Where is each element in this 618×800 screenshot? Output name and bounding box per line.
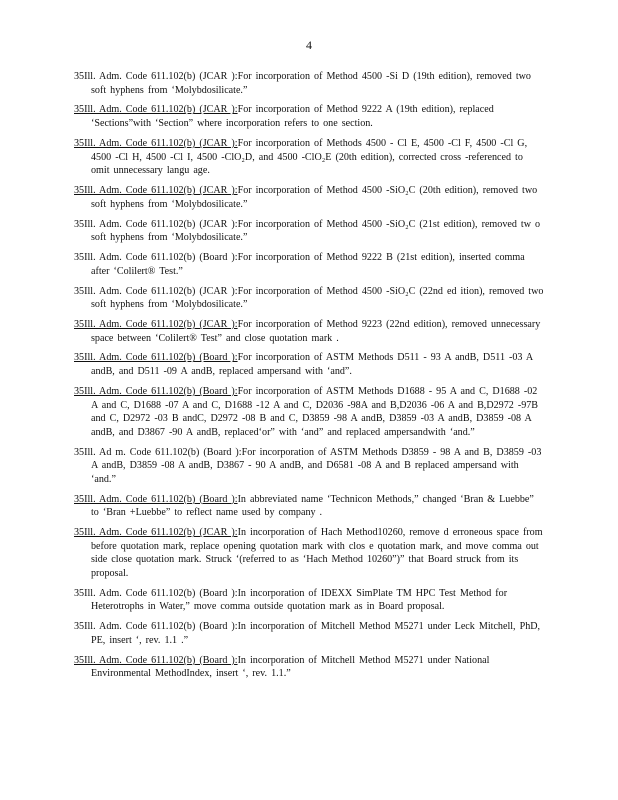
citation: 35Ill. Adm. Code 611.102(b) (JCAR ): [74, 527, 238, 539]
entry-text: In incorporation of Mitchell Method M5271 under National Environmental MethodIndex, insert ‘, rev. 1.1.” [91, 654, 490, 680]
citation: 35Ill. Adm. Code 611.102(b) (JCAR ): [74, 71, 238, 82]
citation: 35Ill. Adm. Code 611.102(b) (Board ): [74, 587, 238, 599]
citation: 35Ill. Adm. Code 611.102(b) (Board ): [74, 621, 238, 633]
citation: 35Ill. Adm. Code 611.102(b) (JCAR ): [74, 218, 238, 230]
entry-text: For incorporation of Method 4500 -Si D (19th edition), removed two soft hyphens from ‘Molybdosilicate.” [91, 71, 531, 96]
errata-entry [74, 526, 544, 580]
citation: 35Ill. Adm. Code 611.102(b) (Board ): [74, 352, 238, 364]
citation: 35Ill. Adm. Code 611.102(b) (Board ): [74, 385, 238, 397]
entry-text: For incorporation of Method 4500 -SiO₂C (22nd ed ition), removed two soft hyphens from ‘Molybdosilicate.” [91, 285, 544, 311]
citation: 35Ill. Adm. Code 611.102(b) (JCAR ): [74, 137, 238, 149]
citation: 35Ill. Ad m. Code 611.102(b) (Board ): [74, 446, 242, 458]
citation: 35Ill. Adm. Code 611.102(b) (JCAR ): [74, 104, 238, 116]
citation: 35Ill. Adm. Code 611.102(b) (JCAR ): [74, 318, 238, 330]
citation: 35Ill. Adm. Code 611.102(b) (Board ): [74, 252, 238, 264]
entry-text: For incorporation of Methods 4500 - Cl E, 4500 -Cl F, 4500 -Cl G, 4500 -Cl H, 4500 -Cl I, 4500 -ClO₂D, and 4500 -ClO₂E (20th edition), corrected cross -referenced to omit unnecessary langu age. [91, 137, 528, 177]
page-number: 4 [306, 38, 312, 52]
errata-entry [74, 446, 544, 487]
errata-entry [74, 620, 544, 647]
errata-entry [74, 493, 544, 520]
citation: 35Ill. Adm. Code 611.102(b) (Board ): [74, 654, 238, 666]
entry-text: In incorporation of Hach Method10260, remove d erroneous space from before quotation mark, replace opening quotation mark with clos e quotation mark, and move comma out side close quotation mark. Struck ‘(referred to as ‘Hach Method 10260”)” that Board struck from its proposal. [91, 527, 543, 579]
entry-text: For incorporation of ASTM Methods D511 - 93 A andB, D511 -03 A andB, and D511 -09 A andB, replaced ampersand with ‘and”. [91, 352, 533, 378]
errata-entry [74, 385, 544, 439]
entry-text: For incorporation of Method 4500 -SiO₂C (20th edition), removed two soft hyphens from ‘Molybdosilicate.” [91, 185, 538, 210]
errata-entry [74, 103, 544, 130]
citation: 35Ill. Adm. Code 611.102(b) (Board ): [74, 493, 238, 505]
errata-entry [74, 654, 544, 681]
errata-entry [74, 218, 544, 245]
citation: 35Ill. Adm. Code 611.102(b) (JCAR ): [74, 285, 238, 297]
errata-entry [74, 318, 544, 345]
entry-text: For incorporation of Method 9223 (22nd edition), removed unnecessary space between ‘Colilert® Test” and close quotation mark . [91, 318, 541, 344]
entry-text: For incorporation of Method 4500 -SiO₂C (21st edition), removed tw o soft hyphens from ‘Molybdosilicate.” [91, 218, 541, 244]
entry-text: For incorporation of ASTM Methods D1688 - 95 A and C, D1688 -02 A and C, D1688 -07 A and C, D1688 -12 A and C, D2036 -98A and B,D2036 -06 A and B,D2972 -97B and C, D2972 -03 B andC, D2972 -08 B and C, D3859 -98 A andB, D3859 -03 A andB, D3859 -08 A andB, and D3867 -90 A andB, replaced‘or” with ‘and” and replaced ampersandwith ‘and.” [91, 385, 539, 438]
entry-text: For incorporation of Method 9222 A (19th edition), replaced ‘Sections”with ‘Section” where incorporation refers to one section. [91, 104, 494, 130]
errata-entry [74, 351, 544, 378]
entry-text: In abbreviated name ‘Technicon Methods,” changed ‘Bran & Luebbe” to ‘Bran +Luebbe” to reflect name used by company . [91, 493, 534, 519]
entry-text: For incorporation of ASTM Methods D3859 - 98 A and B, D3859 -03 A andB, D3859 -08 A andB, D3867 - 90 A andB, and D6581 -08 A and B replaced ampersand with ‘and.” [91, 446, 542, 485]
errata-entry [74, 184, 544, 211]
entry-text: In incorporation of Mitchell Method M5271 under Leck Mitchell, PhD, PE, insert ‘, rev. 1.1 .” [91, 621, 541, 646]
errata-list [74, 70, 544, 687]
citation: 35Ill. Adm. Code 611.102(b) (JCAR ): [74, 185, 238, 197]
entry-text: For incorporation of Method 9222 B (21st edition), inserted comma after ‘Colilert® Test.” [91, 252, 525, 277]
entry-text: In incorporation of IDEXX SimPlate TM HPC Test Method for Heterotrophs in Water,” move comma outside quotation mark as in Board proposal. [91, 587, 508, 613]
errata-entry [74, 285, 544, 312]
errata-entry [74, 587, 544, 614]
errata-entry [74, 251, 544, 278]
errata-entry [74, 70, 544, 97]
errata-entry [74, 137, 544, 178]
